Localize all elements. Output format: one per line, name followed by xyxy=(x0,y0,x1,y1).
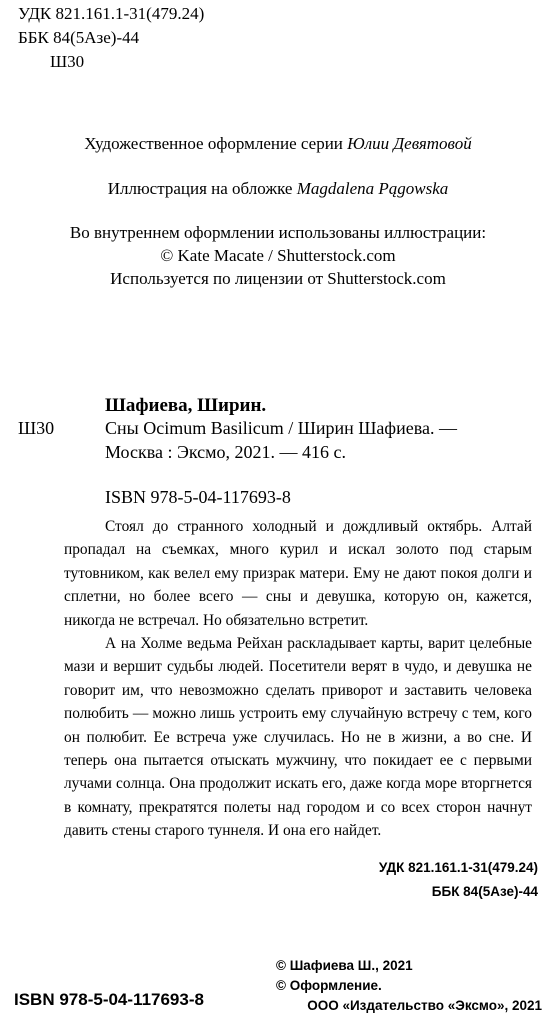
bibliographic-author: Шафиева, Ширин. xyxy=(105,395,267,416)
interior-copyright-line: © Kate Macate / Shutterstock.com xyxy=(160,246,396,265)
interior-illustrations-line: Во внутреннем оформлении использованы иллюстрации: xyxy=(69,223,487,242)
series-design-prefix: Художественное оформление серии xyxy=(84,134,343,153)
annotation-paragraph: А на Холме ведьма Рейхан раскладывает карты, варит целебные мази и вершит судьбы людей. Посетители верят в чудо, и девушка не говорит им, что невозможно сделать приворот и заставить человека полюбить — можно лишь устроить ему случайную встречу с тем, кого он полюбит. Ее встреча уже случилась. Но не в жизни, а во сне. И теперь она пытается отыскать мужчину, что покидает ее с первыми лучами солнца. Она продолжит искать его, даже когда море вторгнется в комнату, прекратятся полеты над городом и со всех сторон начнут давить стены старого туннеля. И она его найдет. xyxy=(64,635,532,840)
cover-prefix: Иллюстрация на обложке xyxy=(107,179,293,198)
bbk-bottom: ББК 84(5Азе)-44 xyxy=(431,884,538,899)
series-designer-name: Юлии Девятовой xyxy=(347,134,472,153)
cover-illustration-credit xyxy=(0,179,556,199)
author-sign: Ш30 xyxy=(50,52,85,71)
udk-code: УДК 821.161.1-31(479.24) xyxy=(18,4,205,23)
bibliographic-code: Ш30 xyxy=(18,418,55,438)
copyright-design: © Оформление. xyxy=(276,978,382,993)
bibliographic-publication: Москва : Эксмо, 2021. — 416 с. xyxy=(105,442,347,462)
license-line: Используется по лицензии от Shutterstock.com xyxy=(110,269,446,288)
series-design-credit xyxy=(0,134,556,154)
cover-artist-name: Magdalena Pągowska xyxy=(296,179,449,198)
bibliographic-isbn: ISBN 978-5-04-117693-8 xyxy=(105,487,291,507)
isbn-footer: ISBN 978-5-04-117693-8 xyxy=(14,990,204,1009)
udk-bottom: УДК 821.161.1-31(479.24) xyxy=(378,860,538,875)
copyright-author: © Шафиева Ш., 2021 xyxy=(276,958,413,973)
bibliographic-title: Сны Ocimum Basilicum / Ширин Шафиева. — xyxy=(105,418,457,438)
annotation-paragraph: Стоял до странного холодный и дождливый октябрь. Алтай пропадал на съемках, много курил и искал золото под старым тутовником, как велел ему призрак матери. Ему не дают покоя долги и сплетни, но более всего — сны и девушка, которую он, кажется, никогда не встречал. Но обязательно встретит. xyxy=(64,518,532,629)
annotation xyxy=(64,515,532,843)
bbk-code: ББК 84(5Азе)-44 xyxy=(18,28,140,47)
publisher-copyright: ООО «Издательство «Эксмо», 2021 xyxy=(307,998,542,1013)
